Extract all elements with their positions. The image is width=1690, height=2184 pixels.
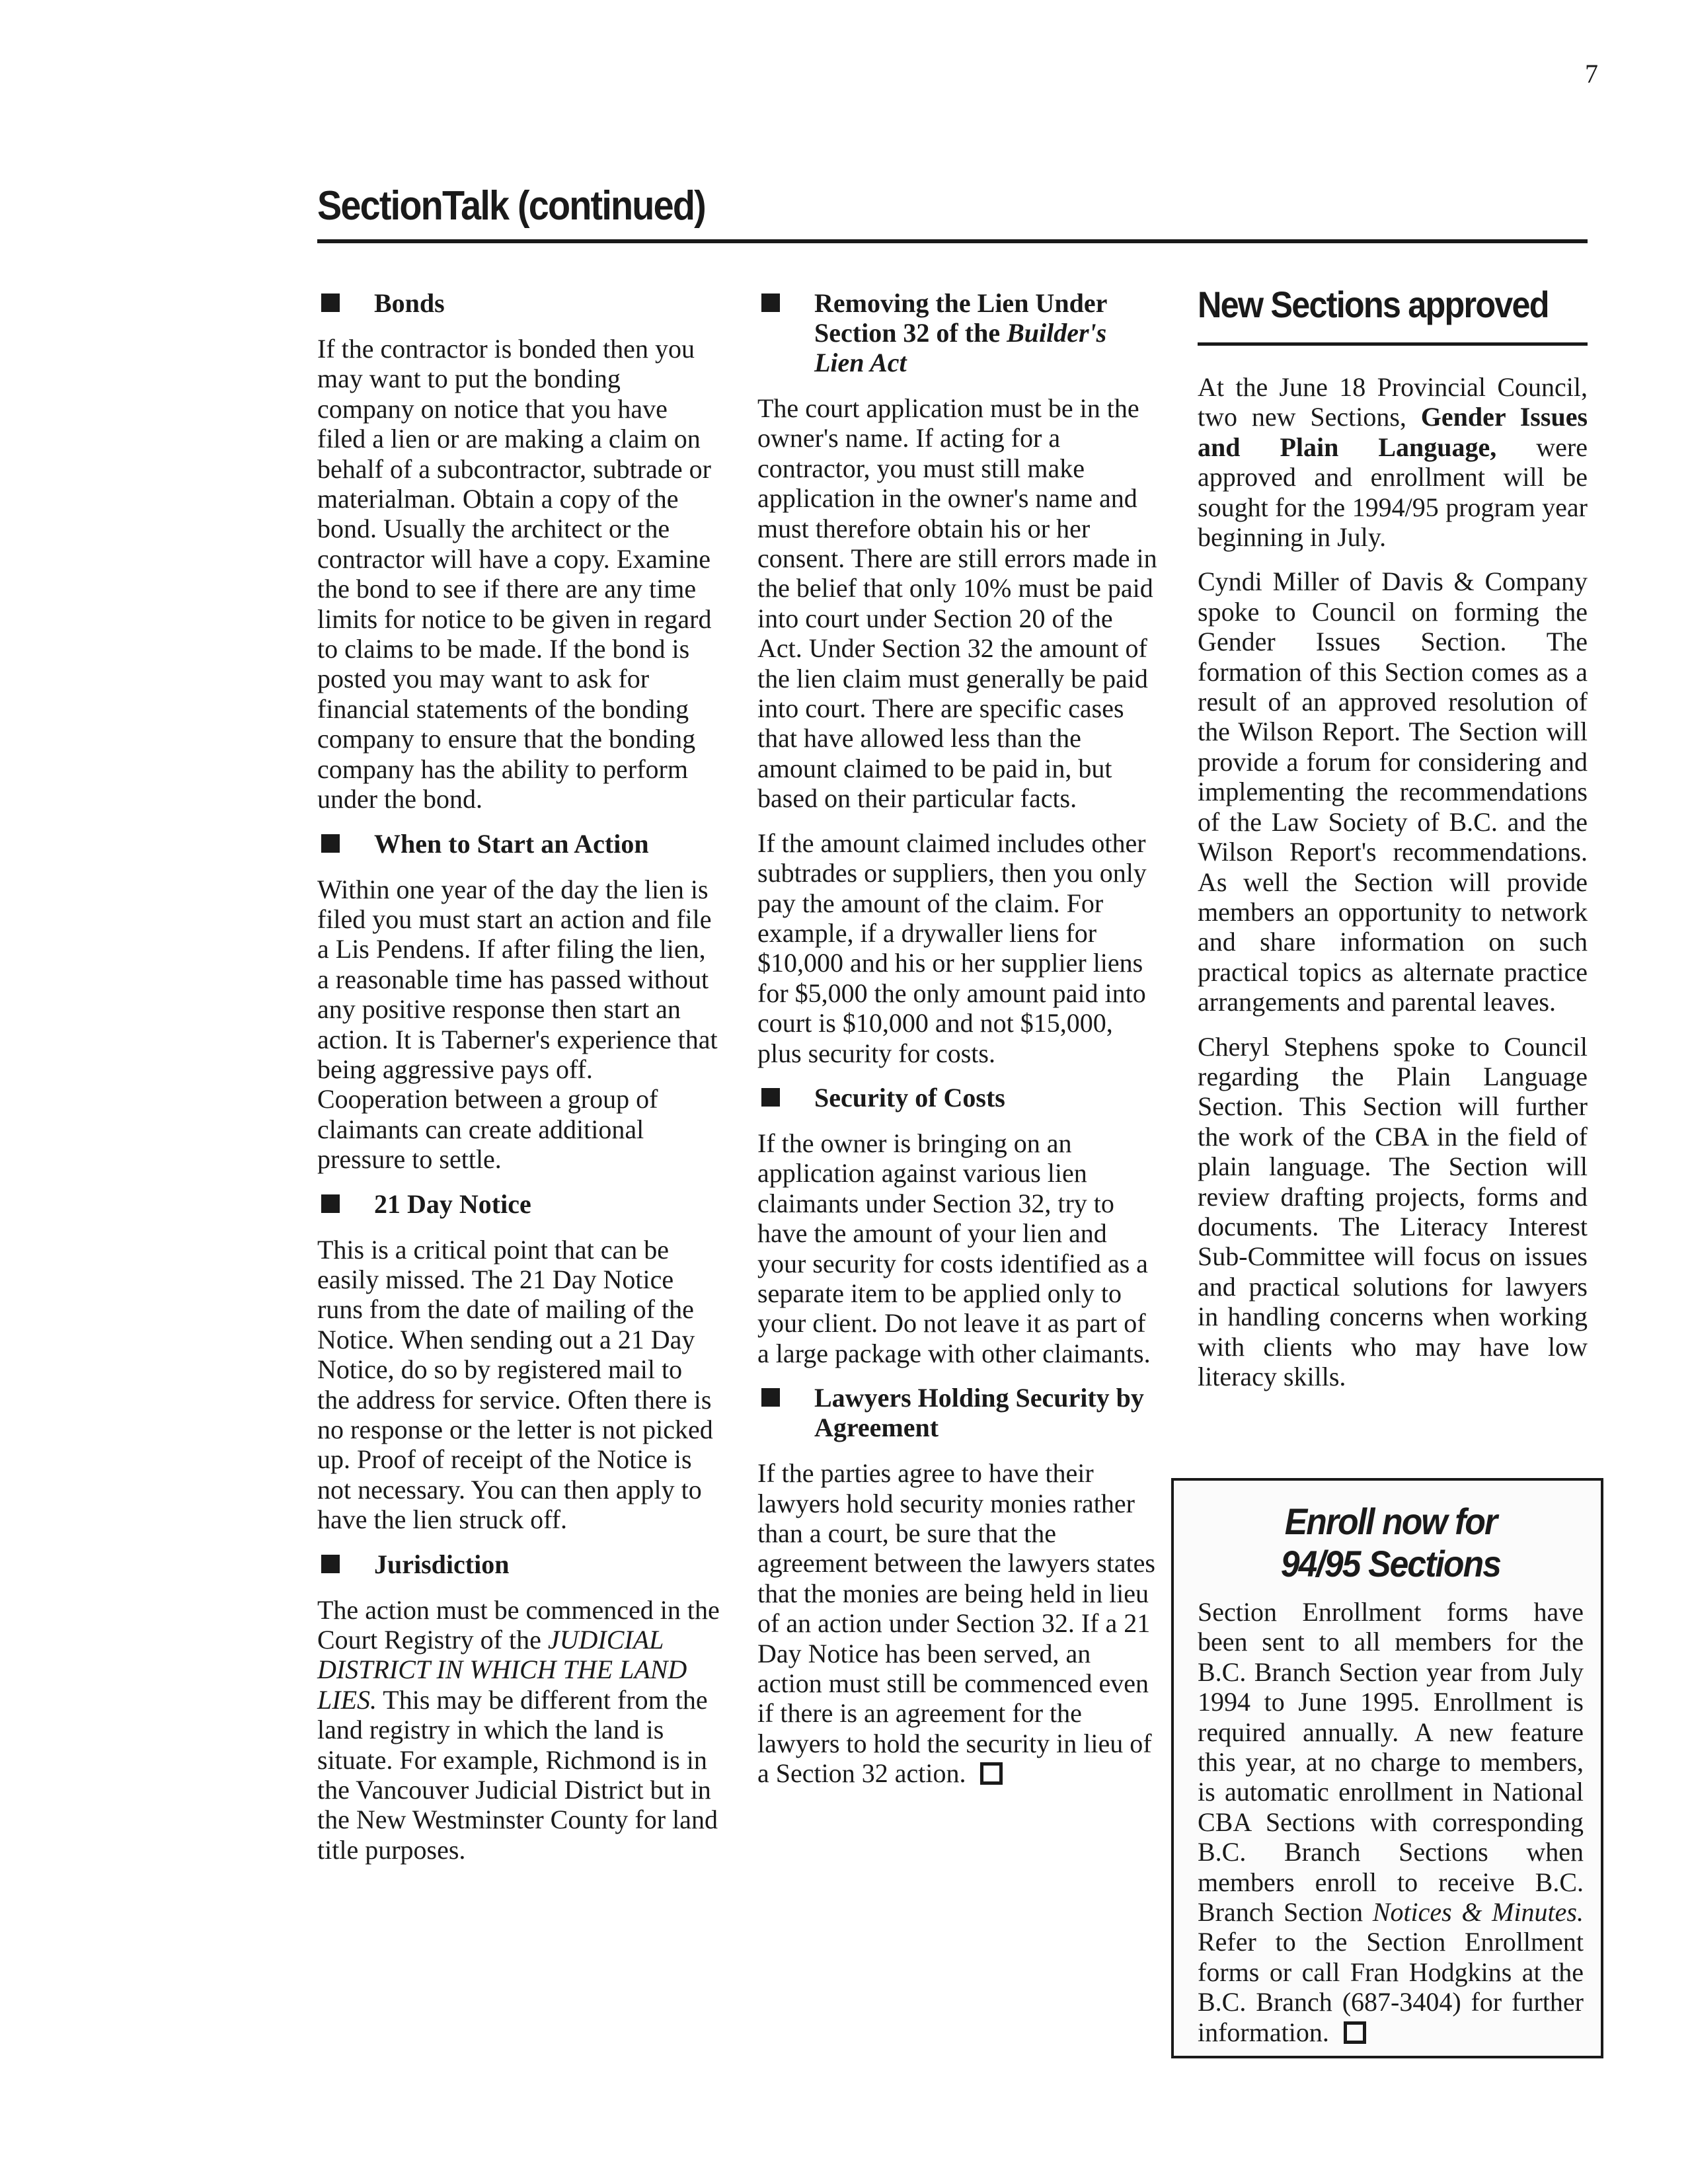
- square-bullet-icon: [321, 834, 340, 853]
- column-middle: [757, 278, 1161, 1803]
- lawyers-holding-paragraph: [757, 1458, 1161, 1788]
- subhead-jurisdiction: [317, 1549, 720, 1579]
- lawyers-holding-text: If the parties agree to have their lawyers hold security monies rather than a court, be sure that the agreement between the lawyers states that the monies are being held in lieu of an action under Section 32. If a 21 Day Notice has been served, an action must still be commenced even if there is an agreement for the lawyers to hold the security in lieu of a Section 32 action.: [757, 1458, 1155, 1789]
- square-bullet-icon: [321, 1555, 340, 1573]
- bonds-paragraph: If the contractor is bonded then you may want to put the bonding company on notice that you have filed a lien or are making a claim on behalf of a subcontractor, subtrade or materialman. Obtain a copy of the bond. Usually the architect or the contractor will have a copy. Examine the bond to see if there are any time limits for notice to be given in regard to claims to be made. If the bond is posted you may want to ask for financial statements of the bonding company to ensure that the bonding company has the ability to perform under the bond.: [317, 334, 712, 814]
- subhead-act-title: Builder's Lien Act: [814, 318, 1107, 377]
- subhead-lawyers-holding: [757, 1383, 1161, 1442]
- jurisdiction-text-a: The action must be commenced in the Court Registry of the: [317, 1594, 720, 1655]
- enroll-text-a: Section Enrollment forms have been sent to all members for the B.C. Branch Section year from July 1994 to June 1995. Enrollment is required annually. A new feature this year, at no charge to members, is automatic enrollment in National CBA Sections with corresponding B.C. Branch Sections when members enroll to receive B.C. Branch Section: [1198, 1597, 1584, 1928]
- page-number: 7: [1585, 59, 1598, 89]
- subhead-21-day-notice: [317, 1189, 720, 1219]
- subhead-line-2: Section 32 of the: [814, 318, 1001, 348]
- subhead-text: Bonds: [374, 288, 445, 318]
- square-bullet-icon: [761, 293, 780, 312]
- enroll-italic: Notices & Minutes.: [1372, 1897, 1584, 1928]
- enroll-box: [1171, 1478, 1603, 2058]
- square-bullet-icon: [761, 1088, 780, 1107]
- enroll-title: [1213, 1501, 1568, 1585]
- jurisdiction-italic: JUDICIAL DISTRICT IN WHICH THE LAND LIES.: [317, 1625, 687, 1715]
- title-rule: [317, 239, 1588, 243]
- notice-paragraph: This is a critical point that can be easily missed. The 21 Day Notice runs from the date of mailing of the Notice. When sending out a 21 Day Notice, do so by registered mail to the address for service. Often there is no response or the letter is not picked up. Proof of receipt of the Notice is not necessary. You can then apply to have the lien struck off.: [317, 1234, 713, 1535]
- subhead-text: Lawyers Holding Security by Agreement: [814, 1383, 1144, 1443]
- enroll-title-line-1: Enroll now for: [1284, 1501, 1497, 1542]
- end-mark-icon: [980, 1762, 1003, 1785]
- subhead-removing-lien: [757, 288, 1161, 377]
- new-sections-paragraph-3: Cheryl Stephens spoke to Council regarding the Plain Language Section. This Section will further the work of the CBA in the field of plain language. The Section will review drafting projects, forms and documents. The Literacy Interest Sub-Committee will focus on issues and practical solutions for lawyers in handling concerns when working with clients who may have low literacy skills.: [1198, 1031, 1588, 1391]
- column-right: [1198, 278, 1588, 1406]
- p1-text-a: At the June 18 Provincial Council, two new Sections,: [1198, 372, 1588, 432]
- subhead-text: Security of Costs: [814, 1082, 1005, 1112]
- new-sections-paragraph-1: [1198, 372, 1588, 552]
- subhead-text: When to Start an Action: [374, 828, 649, 859]
- security-costs-paragraph: If the owner is bringing on an application against various lien claimants under Section 32, try to have the amount of your lien and your security for costs identified as a separate item to be applied only to your client. Do not leave it as part of a large package with other claimants.: [757, 1128, 1151, 1368]
- end-mark-icon: [1344, 2021, 1366, 2044]
- enroll-paragraph: [1198, 1597, 1584, 2047]
- subhead-security-costs: [757, 1083, 1161, 1112]
- subhead-start-action: [317, 829, 720, 859]
- enroll-text-b: Refer to the Section Enrollment forms or call Fran Hodgkins at the B.C. Branch (687-3404) for further information.: [1198, 1927, 1584, 2047]
- square-bullet-icon: [761, 1388, 780, 1407]
- new-sections-heading: New Sections approved: [1198, 284, 1549, 325]
- new-sections-paragraph-2: Cyndi Miller of Davis & Company spoke to Council on forming the Gender Issues Section. The formation of this Section comes as a result of an approved resolution of the Wilson Report. The Section will provide a forum for considering and implementing the recommendations of the Law Society of B.C. and the Wilson Report's recommendations. As well the Section will provide members an opportunity to network and share information on such practical topics as alternate practice arrangements and parental leaves.: [1198, 566, 1588, 1017]
- start-action-paragraph: Within one year of the day the lien is filed you must start an action and file a Lis Pendens. If after filing the lien, a reasonable time has passed without any positive response then start an action. It is Taberner's experience that being aggressive pays off. Cooperation between a group of claimants can create additional pressure to settle.: [317, 874, 718, 1175]
- subhead-text: [814, 288, 1161, 377]
- jurisdiction-paragraph: [317, 1595, 720, 1865]
- column-left: [317, 278, 720, 1879]
- section-title: SectionTalk (continued): [317, 183, 705, 229]
- p1-text-b: were approved and enrollment will be sought for the 1994/95 program year beginning in July.: [1198, 432, 1588, 553]
- square-bullet-icon: [321, 1194, 340, 1213]
- subhead-text: 21 Day Notice: [374, 1189, 531, 1219]
- removing-paragraph-1: The court application must be in the owner's name. If acting for a contractor, you must still make application in the owner's name and must therefore obtain his or her consent. There are still errors made in the belief that only 10% must be paid into court under Section 20 of the Act. Under Section 32 the amount of the lien claim must generally be paid into court. There are specific cases that have allowed less than the amount claimed to be paid in, but based on their particular facts.: [757, 393, 1157, 814]
- p1-bold: Gender Issues and Plain Language,: [1198, 402, 1588, 462]
- square-bullet-icon: [321, 293, 340, 312]
- subhead-bonds: [317, 288, 720, 318]
- jurisdiction-text-b: This may be different from the land registry in which the land is situate. For example, Richmond is in the Vancouver Judicial District but in the New Westminster County for land title purposes.: [317, 1684, 718, 1865]
- removing-paragraph-2: If the amount claimed includes other subtrades or suppliers, then you only pay the amount of the claim. For example, if a drywaller liens for $10,000 and his or her supplier liens for $5,000 the only amount paid into court is $10,000 and not $15,000, plus security for costs.: [757, 828, 1147, 1068]
- enroll-title-line-2: 94/95 Sections: [1280, 1543, 1501, 1584]
- heading-rule: [1198, 342, 1588, 346]
- subhead-line-1: Removing the Lien Under: [814, 288, 1108, 318]
- subhead-text: Jurisdiction: [374, 1549, 510, 1579]
